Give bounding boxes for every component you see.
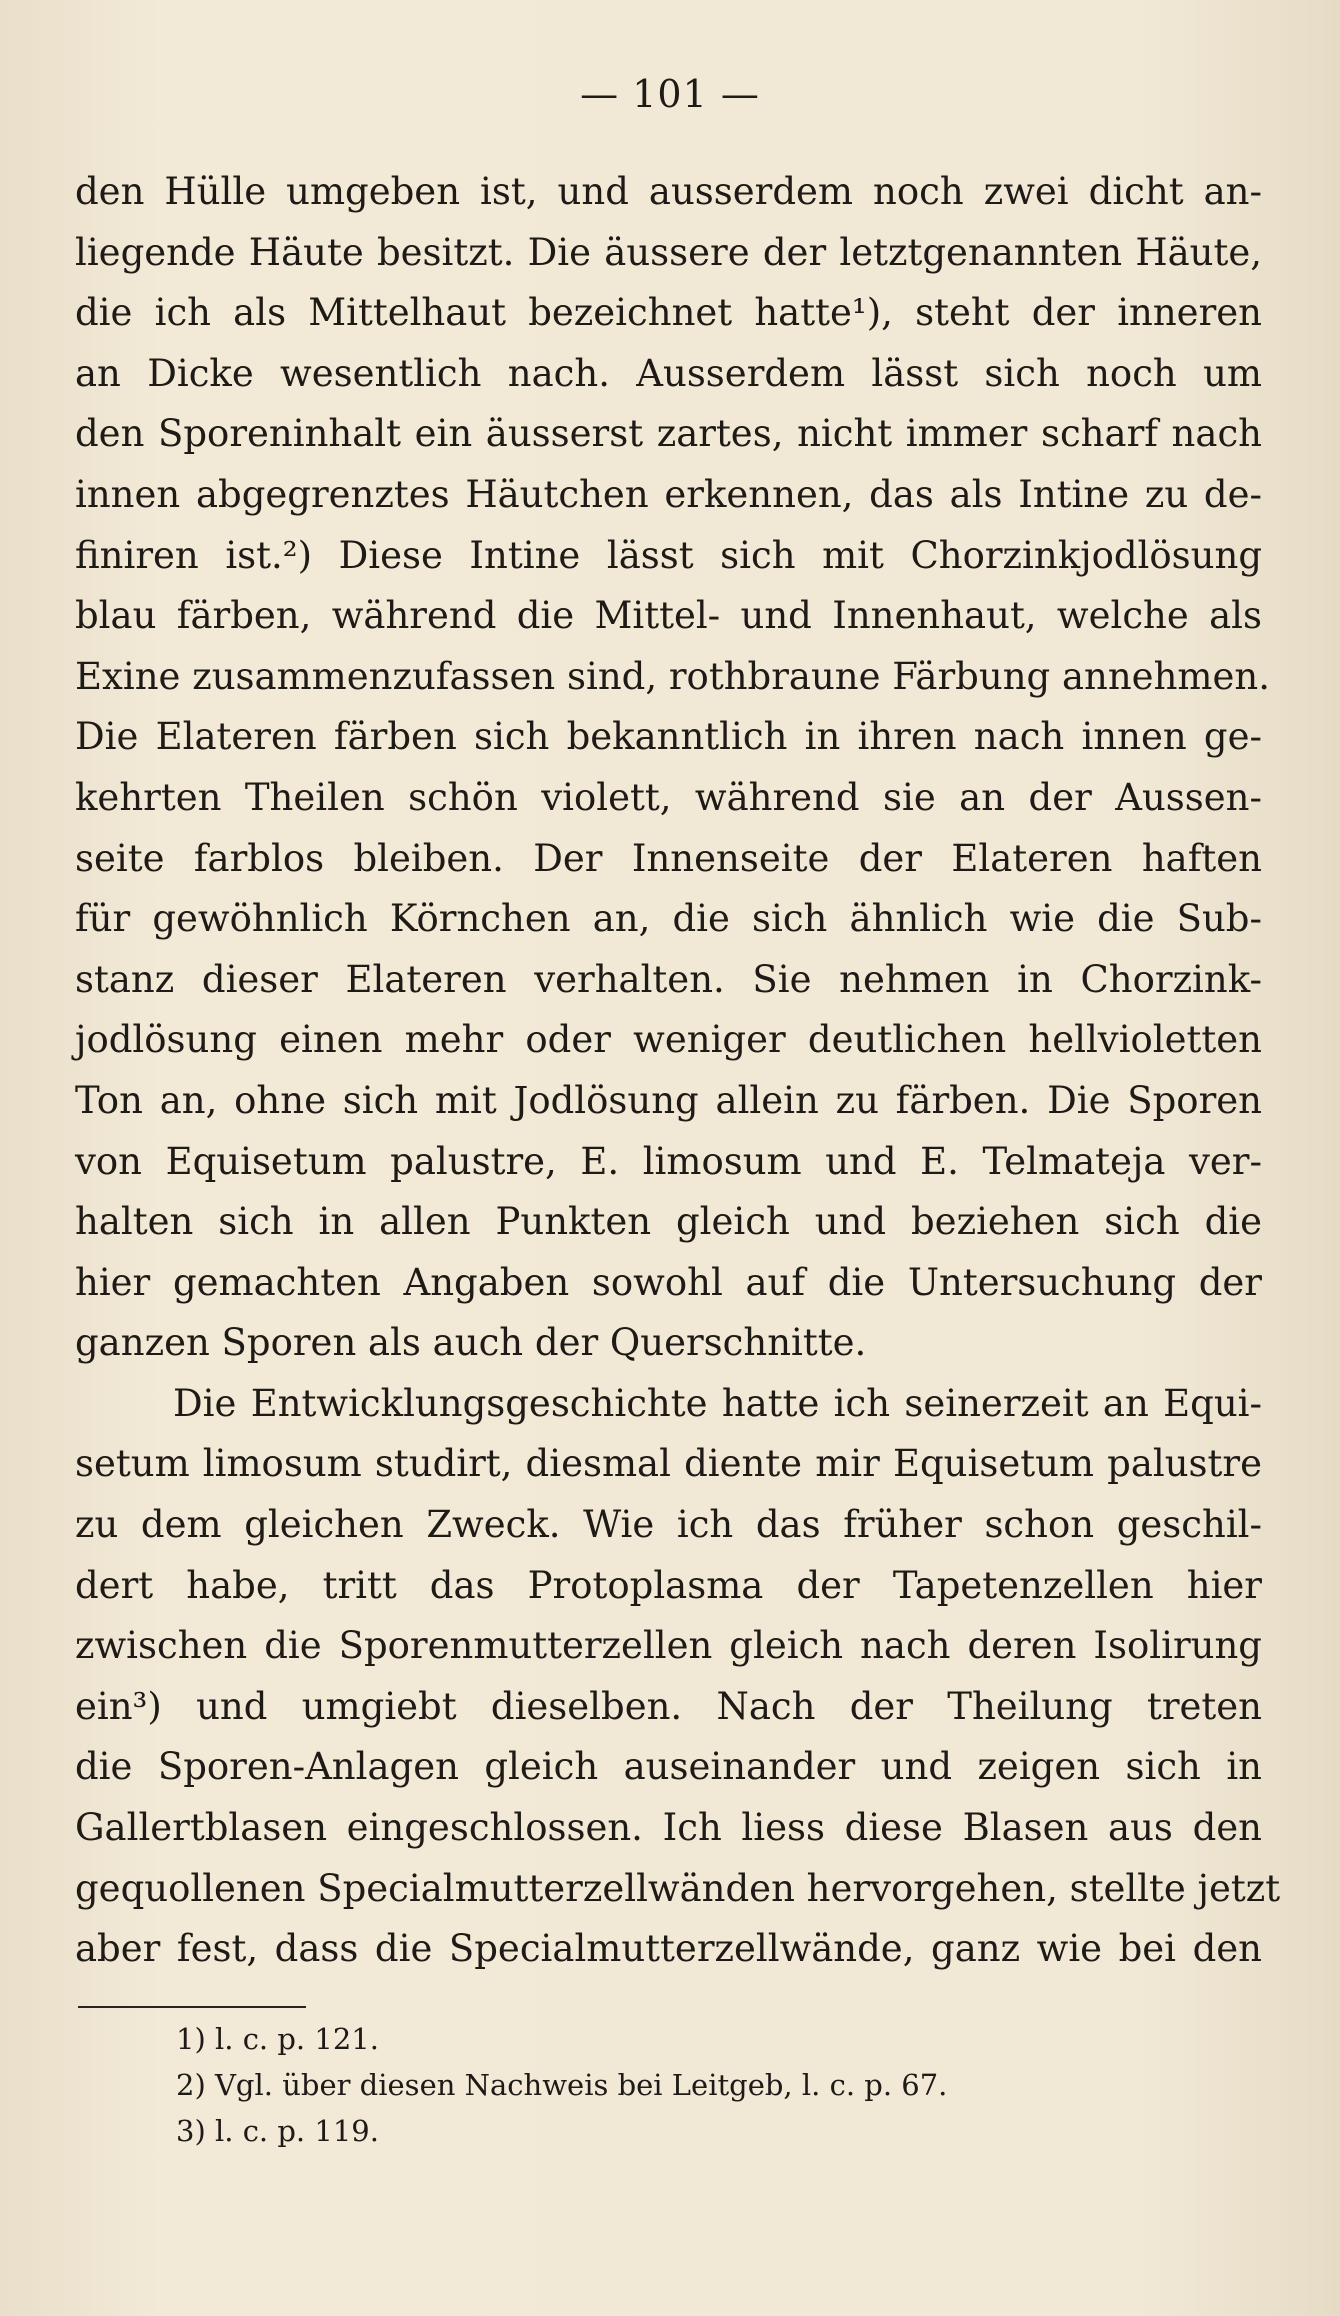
footnote: 1) l. c. p. 121. [176, 2022, 379, 2056]
text-line: Gallertblasen eingeschlossen. Ich liess diese Blasen aus den [75, 1806, 1262, 1850]
text-line: kehrten Theilen schön violett, während sie an der Aussen- [75, 775, 1262, 819]
text-line: an Dicke wesentlich nach. Ausserdem lässt sich noch um [75, 351, 1262, 395]
text-line: Die Elateren färben sich bekanntlich in ihren nach innen ge- [75, 715, 1262, 759]
text-line: den Sporeninhalt ein äusserst zartes, nicht immer scharf nach [75, 412, 1262, 456]
text-line: setum limosum studirt, diesmal diente mir Equisetum palustre [75, 1442, 1262, 1486]
text-line: jodlösung einen mehr oder weniger deutlichen hellvioletten [75, 1018, 1262, 1062]
text-line: finiren ist.²) Diese Intine lässt sich mit Chorzinkjodlösung [75, 533, 1262, 577]
page-number: — 101 — [580, 72, 760, 116]
text-line: ein³) und umgiebt dieselben. Nach der Theilung treten [75, 1684, 1262, 1728]
text-line: Ton an, ohne sich mit Jodlösung allein zu färben. Die Sporen [75, 1078, 1262, 1122]
text-line: für gewöhnlich Körnchen an, die sich ähnlich wie die Sub- [75, 897, 1262, 941]
text-line: seite farblos bleiben. Der Innenseite der Elateren haften [75, 836, 1262, 880]
text-line: stanz dieser Elateren verhalten. Sie nehmen in Chorzink- [75, 957, 1262, 1001]
text-line: ganzen Sporen als auch der Querschnitte. [75, 1321, 867, 1365]
text-line: halten sich in allen Punkten gleich und beziehen sich die [75, 1200, 1262, 1244]
text-line: dert habe, tritt das Protoplasma der Tapetenzellen hier [75, 1563, 1262, 1607]
footnote-divider [78, 2006, 306, 2008]
footnote: 3) l. c. p. 119. [176, 2114, 379, 2148]
text-line: gequollenen Specialmutterzellwänden hervorgehen, stellte jetzt [75, 1866, 1281, 1910]
text-line: aber fest, dass die Specialmutterzellwände, ganz wie bei den [75, 1927, 1262, 1971]
text-line: zu dem gleichen Zweck. Wie ich das früher schon geschil- [75, 1503, 1262, 1547]
text-line: den Hülle umgeben ist, und ausserdem noch zwei dicht an- [75, 170, 1262, 213]
text-line: hier gemachten Angaben sowohl auf die Untersuchung der [75, 1260, 1262, 1304]
text-line: liegende Häute besitzt. Die äussere der letztgenannten Häute, [75, 230, 1262, 274]
text-line: blau färben, während die Mittel- und Innenhaut, welche als [75, 594, 1262, 638]
body-text [75, 162, 1281, 1980]
text-line: innen abgegrenztes Häutchen erkennen, das als Intine zu de- [75, 472, 1262, 516]
text-line: die Sporen-Anlagen gleich auseinander und zeigen sich in [75, 1745, 1262, 1789]
text-line: zwischen die Sporenmutterzellen gleich nach deren Isolirung [75, 1624, 1262, 1668]
text-line: Die Entwicklungsgeschichte hatte ich seinerzeit an Equi- [173, 1381, 1262, 1425]
text-line: Exine zusammenzufassen sind, rothbraune Färbung annehmen. [75, 654, 1270, 698]
text-line: von Equisetum palustre, E. limosum und E. Telmateja ver- [75, 1139, 1262, 1183]
footnote: 2) Vgl. über diesen Nachweis bei Leitgeb, l. c. p. 67. [176, 2068, 948, 2102]
footnotes [176, 2016, 947, 2154]
text-line: die ich als Mittelhaut bezeichnet hatte¹), steht der inneren [75, 291, 1262, 335]
